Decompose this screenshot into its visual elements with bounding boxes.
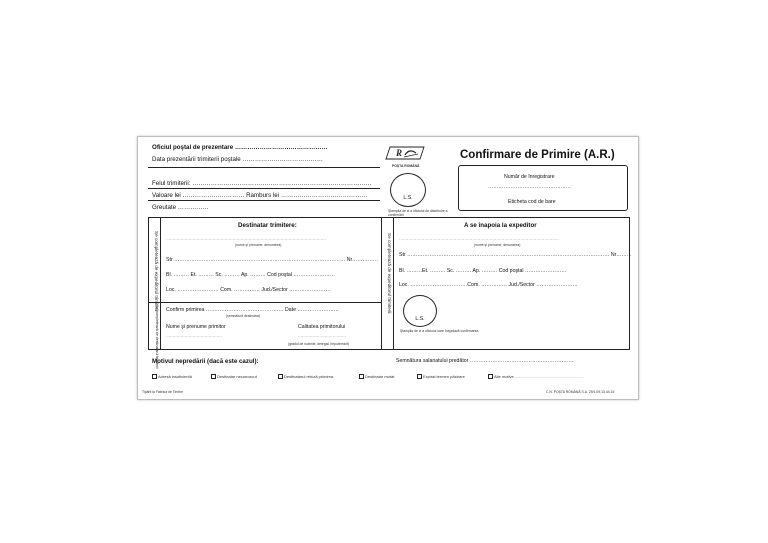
company-code: C.N. POŞTA ROMÂNĂ S.A. 29/1.09.13.44.15 [546, 390, 615, 394]
row-divider [148, 200, 380, 201]
checkbox-icon[interactable] [152, 374, 157, 379]
row-divider [148, 188, 380, 189]
right-side-divider [393, 217, 394, 350]
stampila-top-note: Ştampila de zi a oficiului de distribuire a confirmării [388, 209, 448, 217]
nume-primitor-field[interactable]: …………………………………… [166, 333, 222, 338]
valoare-field[interactable]: Valoare lei ………………………… Ramburs lei …………………………………… [152, 192, 368, 199]
reason-option-adresa[interactable]: Adresă insuficientă [152, 374, 192, 379]
checkbox-icon[interactable] [278, 374, 283, 379]
ls-stamp-circle-return [403, 295, 437, 327]
header-divider [148, 167, 380, 168]
checkbox-icon[interactable] [359, 374, 364, 379]
destinatar-bl-field[interactable]: Bl. ……… Et. ……… Sc. ……… Ap. ……… Cod poştal …………………… [166, 272, 335, 278]
nr-inregistrare-field[interactable]: ………………………………………… [488, 184, 571, 190]
return-bl-field[interactable]: Bl. ………Et. ……… Sc. ……… Ap. ……… Cod poştal …………………… [399, 268, 567, 274]
greutate-field[interactable]: Greutate …………… [152, 204, 209, 211]
semnatura-destinatar-hint: (semnătură destinatar) [226, 314, 261, 318]
oficiul-field[interactable]: Oficiul poştal de prezentare ……………………………………… [152, 144, 328, 151]
nume-primitor-label: Nume şi prenume primitor [166, 324, 226, 330]
left-section-divider [148, 302, 381, 303]
destinatar-title: Destinatar trimitere: [238, 222, 297, 229]
right-side-label: Se completează de expeditorul trimiterii [387, 233, 392, 314]
destinatar-name-hint: (nume şi prenume, denumirea) [235, 243, 282, 247]
motivul-label: Motivul nepredării (dacă este cazul): [152, 358, 259, 365]
semnatura-predator-field[interactable]: Semnătura salariatului predător …………………………………………………… [396, 358, 574, 364]
svg-text:R: R [396, 148, 403, 158]
calitatea-hint: (gradul de rudenie, delegat, împuternicit) [288, 342, 350, 346]
reason-option-expirat[interactable]: Expirat termen păstrare [417, 374, 465, 379]
reason-option-mutat[interactable]: Destinatar mutat [359, 374, 394, 379]
nr-inregistrare-label: Număr de înregistrare [504, 174, 555, 180]
reason-option-refuza[interactable]: Destinatarul refuză primirea [278, 374, 333, 379]
ls-label-return: L.S. [415, 316, 425, 322]
checkbox-icon[interactable] [488, 374, 493, 379]
printer-note: Tipărit la Fabrica de Timbre [142, 390, 184, 394]
eticheta-label: Eticheta cod de bare [508, 199, 556, 205]
logo-text: POŞTA ROMÂNĂ [392, 164, 420, 168]
left-side-label-2: Se completează de destinatarul trimiterii [155, 305, 159, 369]
return-name-field[interactable]: ………………………………………………………………………………………………………… [399, 236, 559, 241]
return-loc-field[interactable]: Loc. ……………………………Com. …………… Jud./Sector …………………… [399, 282, 578, 288]
destinatar-loc-field[interactable]: Loc. …………………… Com. …………… Jud./Sector …………………… [166, 287, 331, 293]
left-side-label: Se completează de expeditorul trimiterii [154, 231, 159, 312]
ls-label: L.S. [403, 195, 413, 201]
center-divider [381, 217, 382, 350]
left-side-divider [160, 217, 161, 350]
ls-stamp-circle [390, 173, 426, 207]
felul-field[interactable]: Felul trimiterii: …………………………………………………………………………… [152, 180, 372, 187]
calitatea-label: Calitatea primitorului [298, 324, 346, 330]
destinatar-str-field[interactable]: Str ……………………………………………………………………………………… Nr…………… [166, 257, 379, 263]
checkbox-icon[interactable] [211, 374, 216, 379]
data-prezentarii-field[interactable]: Data prezentării trimiterii poştale ………………………………… [152, 156, 323, 163]
confirm-primirea-field[interactable]: Confirm primirea ……………………………………… Date …………………… [166, 307, 339, 313]
confirmation-form [137, 136, 639, 400]
destinatar-name-field[interactable]: ………………………………………………………………………………………………………… [166, 236, 326, 241]
reason-option-necunoscut[interactable]: Destinatar necunoscut [211, 374, 257, 379]
return-title: A se înapoia la expeditor [464, 222, 537, 229]
form-title: Confirmare de Primire (A.R.) [460, 149, 615, 161]
return-name-hint: (nume şi prenume, denumirea) [474, 243, 521, 247]
checkbox-icon[interactable] [417, 374, 422, 379]
calitatea-field[interactable]: ……………………………… [298, 333, 346, 338]
stampila-return-note: Ştampila de zi a oficiului care înapoiază confirmarea [400, 329, 479, 333]
reason-option-alte[interactable]: Alte motive …………………………………………… [488, 374, 583, 379]
return-str-field[interactable]: Str ……………………………………………………………………………………………………… Nr……… [399, 252, 632, 258]
